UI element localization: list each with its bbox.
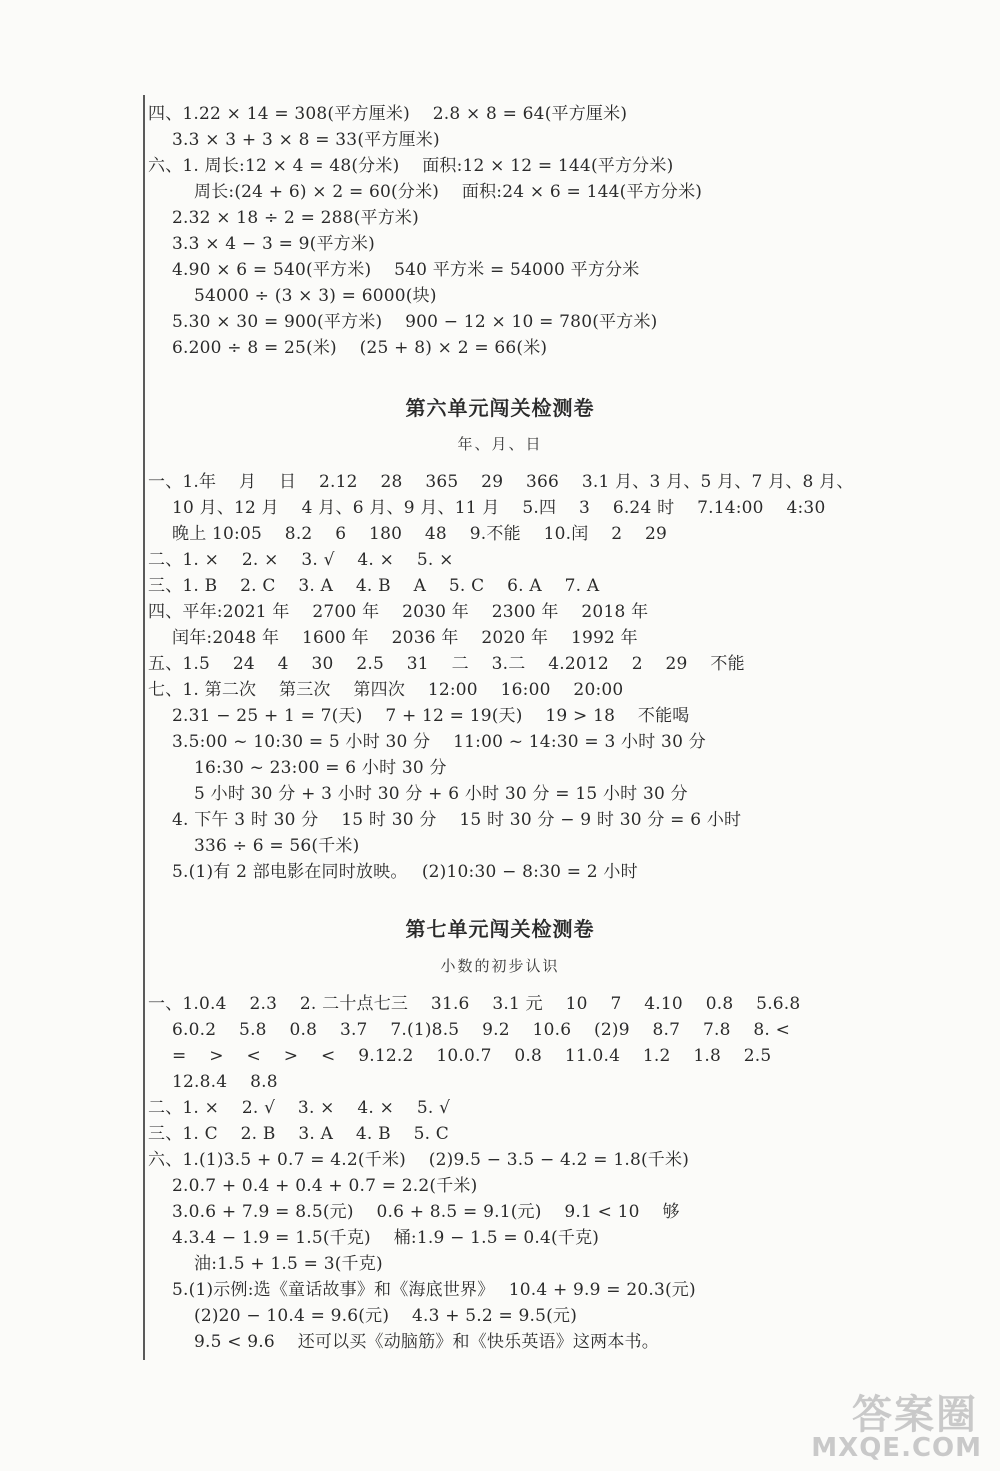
answer-line: 2.32 × 18 ÷ 2 = 288(平方米) xyxy=(172,208,419,228)
answer-line: 9.5 < 9.6 还可以买《动脑筋》和《快乐英语》这两本书。 xyxy=(194,1332,659,1352)
answer-line: 四、1.22 × 14 = 308(平方厘米) 2.8 × 8 = 64(平方厘米) xyxy=(148,104,628,124)
watermark-logo xyxy=(776,1383,986,1463)
answer-line: = > < > < 9.12.2 10.0.7 0.8 11.0.4 1.2 1.8 2.5 xyxy=(172,1046,772,1066)
answer-line: 54000 ÷ (3 × 3) = 6000(块) xyxy=(194,286,437,306)
answer-line: 一、1.0.4 2.3 2. 二十点七三 31.6 3.1 元 10 7 4.10 0.8 5.6.8 xyxy=(148,994,801,1014)
watermark-top: 答案圈 xyxy=(852,1392,978,1438)
margin-rule xyxy=(143,95,145,1360)
answer-line: 五、1.5 24 4 30 2.5 31 二 3.二 4.2012 2 29 不能 xyxy=(148,654,745,674)
answer-line: 六、1.(1)3.5 + 0.7 = 4.2(千米) (2)9.5 − 3.5 − 4.2 = 1.8(千米) xyxy=(148,1150,690,1170)
answer-line: (2)20 − 10.4 = 9.6(元) 4.3 + 5.2 = 9.5(元) xyxy=(194,1306,578,1326)
answer-line: 4. 下午 3 时 30 分 15 时 30 分 15 时 30 分 − 9 时 30 分 = 6 小时 xyxy=(172,810,742,830)
answer-line: 周长:(24 + 6) × 2 = 60(分米) 面积:24 × 6 = 144(平方分米) xyxy=(194,182,703,202)
answer-line: 一、1.年 月 日 2.12 28 365 29 366 3.1 月、3 月、5 月、7 月、8 月、 xyxy=(148,472,854,492)
answer-line: 二、1. × 2. √ 3. × 4. × 5. √ xyxy=(148,1098,451,1118)
answer-line: 闰年:2048 年 1600 年 2036 年 2020 年 1992 年 xyxy=(172,628,638,648)
unit7-title: 第七单元闯关检测卷 xyxy=(405,917,595,941)
answer-line: 2.31 − 25 + 1 = 7(天) 7 + 12 = 19(天) 19 > 18 不能喝 xyxy=(172,706,690,726)
answer-line: 三、1. B 2. C 3. A 4. B A 5. C 6. A 7. A xyxy=(148,576,600,596)
answer-line: 3.3 × 3 + 3 × 8 = 33(平方厘米) xyxy=(172,130,440,150)
unit7-subtitle: 小数的初步认识 xyxy=(440,957,560,975)
answer-line: 4.90 × 6 = 540(平方米) 540 平方米 = 54000 平方分米 xyxy=(172,260,640,280)
answer-line: 6.200 ÷ 8 = 25(米) (25 + 8) × 2 = 66(米) xyxy=(172,338,548,358)
answer-line: 4.3.4 − 1.9 = 1.5(千克) 桶:1.9 − 1.5 = 0.4(千克) xyxy=(172,1228,600,1248)
unit6-title: 第六单元闯关检测卷 xyxy=(405,396,595,420)
answer-line: 2.0.7 + 0.4 + 0.4 + 0.7 = 2.2(千米) xyxy=(172,1176,478,1196)
answer-line: 5 小时 30 分 + 3 小时 30 分 + 6 小时 30 分 = 15 小时 30 分 xyxy=(194,784,688,804)
answer-line: 七、1. 第二次 第三次 第四次 12:00 16:00 20:00 xyxy=(148,680,624,700)
answer-line: 5.(1)示例:选《童话故事》和《海底世界》 10.4 + 9.9 = 20.3(元) xyxy=(172,1280,696,1300)
answer-line: 油:1.5 + 1.5 = 3(千克) xyxy=(194,1254,383,1274)
watermark-url: MXQE.COM xyxy=(811,1433,982,1463)
answer-line: 16:30 ~ 23:00 = 6 小时 30 分 xyxy=(194,758,447,778)
unit6-subtitle: 年、月、日 xyxy=(457,435,543,453)
answer-line: 晚上 10:05 8.2 6 180 48 9.不能 10.闰 2 29 xyxy=(172,524,668,544)
answer-line: 三、1. C 2. B 3. A 4. B 5. C xyxy=(148,1124,450,1144)
answer-line: 336 ÷ 6 = 56(千米) xyxy=(194,836,360,856)
answer-line: 12.8.4 8.8 xyxy=(172,1072,278,1092)
answer-line: 5.30 × 30 = 900(平方米) 900 − 12 × 10 = 780(平方米) xyxy=(172,312,658,332)
answer-line: 二、1. × 2. × 3. √ 4. × 5. × xyxy=(148,550,454,570)
answer-line: 3.0.6 + 7.9 = 8.5(元) 0.6 + 8.5 = 9.1(元) 9.1 < 10 够 xyxy=(172,1202,680,1222)
answer-line: 10 月、12 月 4 月、6 月、9 月、11 月 5.四 3 6.24 时 7.14:00 4:30 xyxy=(172,498,826,518)
answer-line: 3.5:00 ~ 10:30 = 5 小时 30 分 11:00 ~ 14:30 = 3 小时 30 分 xyxy=(172,732,706,752)
answer-line: 5.(1)有 2 部电影在同时放映。 (2)10:30 − 8:30 = 2 小时 xyxy=(172,862,638,882)
answer-line: 6.0.2 5.8 0.8 3.7 7.(1)8.5 9.2 10.6 (2)9 8.7 7.8 8. < xyxy=(172,1020,791,1040)
answer-line: 3.3 × 4 − 3 = 9(平方米) xyxy=(172,234,375,254)
answer-line: 六、1. 周长:12 × 4 = 48(分米) 面积:12 × 12 = 144(平方分米) xyxy=(148,156,674,176)
answer-line: 四、平年:2021 年 2700 年 2030 年 2300 年 2018 年 xyxy=(148,602,649,622)
